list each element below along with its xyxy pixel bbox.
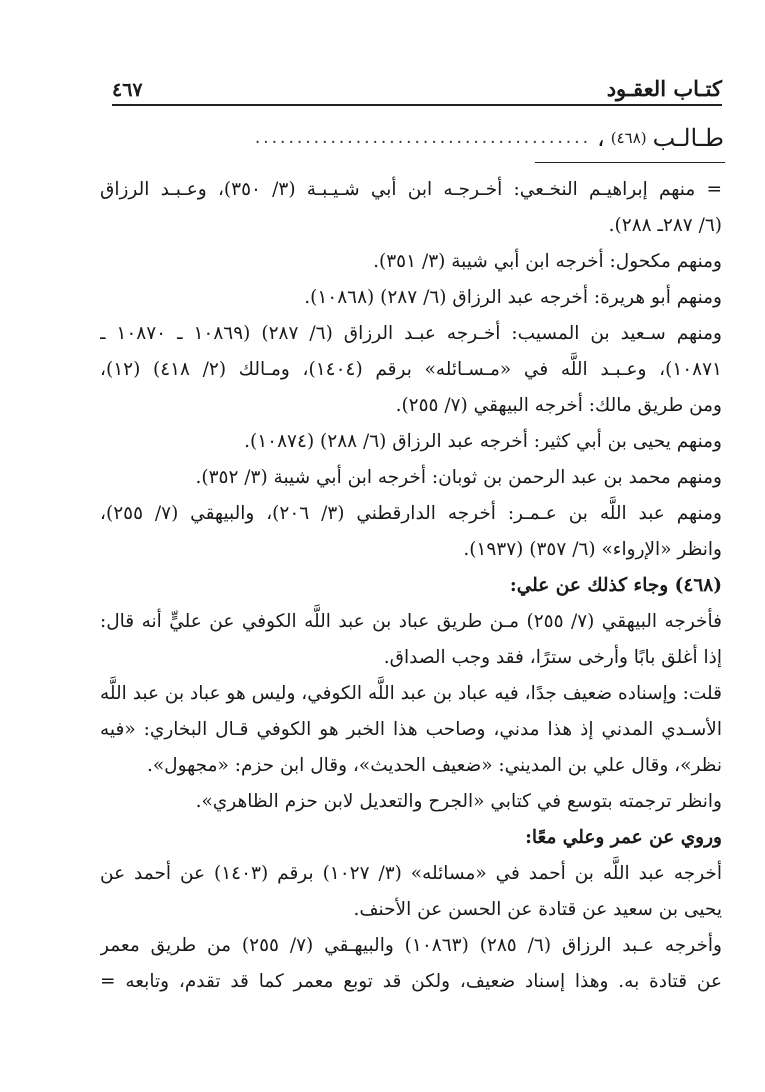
footnote-heading: (٤٦٨) وجاء كذلك عن علي: [509, 575, 722, 596]
footnotes-block [100, 172, 722, 1000]
main-separator: ، [597, 124, 605, 152]
footnote-line: ١٠٨٧١)، وعـبـد اللَّه في «مـسـائله» برقم (١٤٠٤)، ومـالك (٢/ ٤١٨) (١٢)، [100, 359, 722, 380]
footnote-subheading: وروي عن عمر وعلي معًا: [525, 827, 722, 848]
ellipsis-dots: ........................................ [254, 128, 591, 148]
footnote-line: يحيى بن سعيد عن قتادة عن الحسن عن الأحنف. [353, 899, 722, 920]
footnote-line: ومنهم أبو هريرة: أخرجه عبد الرزاق (٦/ ٢٨٧) (١٠٨٦٨). [304, 287, 722, 308]
footnote-line: قلت: وإسناده ضعيف جدًا، فيه عباد بن عبد اللَّه الكوفي، وليس هو عباد بن عبد اللَّه [100, 683, 722, 704]
footnote-line: إذا أغلق بابًا وأرخى سترًا، فقد وجب الصداق. [383, 647, 722, 668]
footnote-line: وانظر «الإرواء» (٦/ ٣٥٧) (١٩٣٧). [463, 539, 722, 560]
footnote-line: = منهم إبراهيـم النخـعي: أخـرجـه ابن أبي شـيـبـة (٣/ ٣٥٠)، وعـبـد الرزاق [100, 179, 722, 200]
footnote-line: ومنهم محمد بن عبد الرحمن بن ثوبان: أخرجه ابن أبي شيبة (٣/ ٣٥٢). [195, 467, 722, 488]
footnote-line: الأسـدي المدني إذ هذا مدني، وصاحب هذا الخبر هو الكوفي قـال البخاري: «فيه [100, 719, 722, 740]
footnote-reference: (٤٦٨) [610, 129, 647, 147]
footnote-line: عن قتادة به. وهذا إسناد ضعيف، ولكن قد توبع معمر كما قد تقدم، وتابعه = [100, 971, 722, 992]
footnote-line: ومنهم يحيى بن أبي كثير: أخرجه عبد الرزاق (٦/ ٢٨٨) (١٠٨٧٤). [244, 431, 722, 452]
main-text-line [112, 120, 724, 156]
book-title: كتـاب العقـود [606, 76, 722, 101]
footnote-line: أخرجه عبد اللَّه بن أحمد في «مسائله» (٣/ ١٠٢٧) برقم (١٤٠٣) عن أحمد عن [100, 863, 722, 884]
footnote-separator-rule [535, 162, 725, 163]
running-header [112, 74, 722, 106]
footnote-line: ومنهم سـعيد بن المسيب: أخـرجه عبـد الرزاق (٦/ ٢٨٧) (١٠٨٦٩ ـ ١٠٨٧٠ ـ [100, 323, 722, 344]
footnote-line: (٦/ ٢٨٧ـ ٢٨٨). [608, 215, 722, 236]
page-number: ٤٦٧ [112, 79, 143, 101]
footnote-line: ومن طريق مالك: أخرجه البيهقي (٧/ ٢٥٥). [395, 395, 722, 416]
footnote-line: وانظر ترجمته بتوسع في كتابي «الجرح والتعديل لابن حزم الظاهري». [195, 791, 722, 812]
footnote-line: وأخرجه عـبد الرزاق (٦/ ٢٨٥) (١٠٨٦٣) والبيهـقي (٧/ ٢٥٥) من طريق معمر [100, 935, 722, 956]
footnote-line: ومنهم عبد اللَّه بن عـمـر: أخرجه الدارقطني (٣/ ٢٠٦)، والبيهقي (٧/ ٢٥٥)، [100, 503, 722, 524]
footnote-line: ومنهم مكحول: أخرجه ابن أبي شيبة (٣/ ٣٥١). [373, 251, 722, 272]
footnote-line: فأخرجه البيهقي (٧/ ٢٥٥) مـن طريق عباد بن عبد اللَّه الكوفي عن عليٍّ أنه قال: [100, 611, 722, 632]
main-word: طـالـب [652, 124, 724, 152]
footnote-line: نظر»، وقال علي بن المديني: «ضعيف الحديث»، وقال ابن حزم: «مجهول». [146, 755, 722, 776]
